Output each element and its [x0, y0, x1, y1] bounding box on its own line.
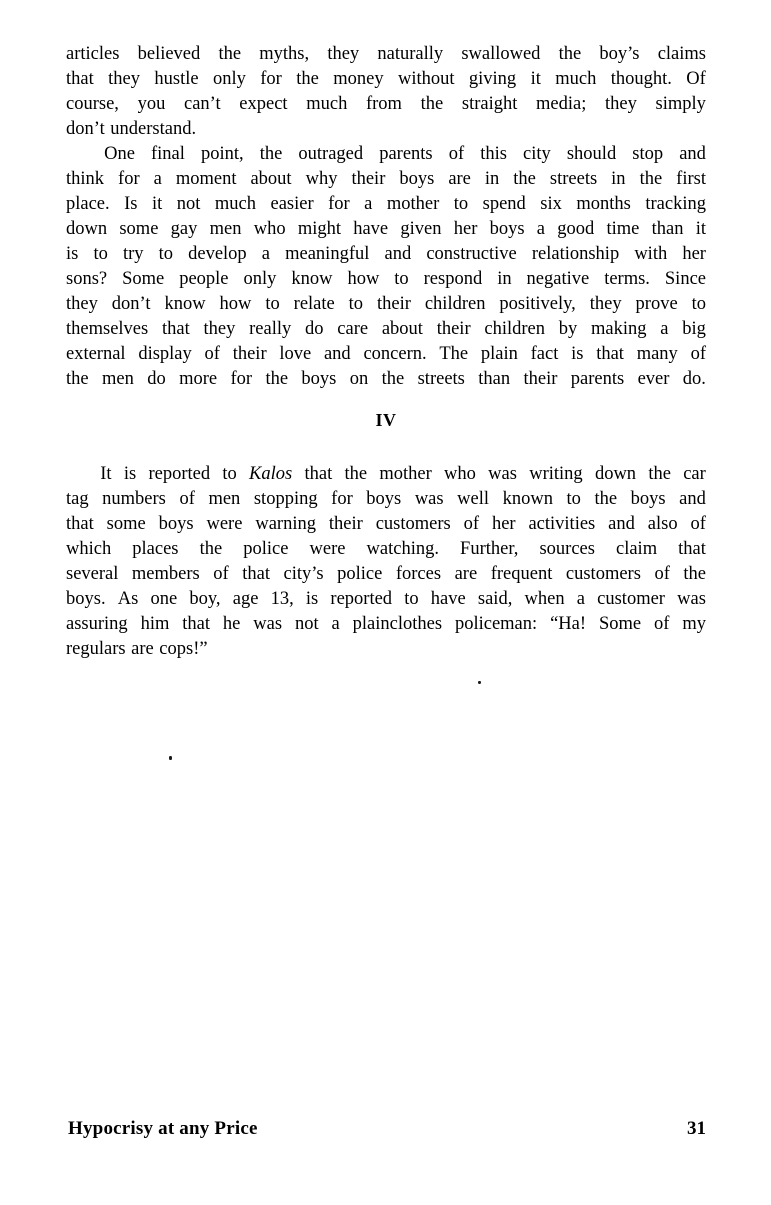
paragraph-3 — [66, 462, 706, 662]
text-line: course, you can’t expect much from the straight media; they simply — [66, 94, 706, 114]
text-line: articles believed the myths, they naturally swallowed the boy’s claims — [66, 44, 706, 64]
text-line: regulars are cops!” — [66, 639, 208, 659]
paragraph-1 — [66, 42, 706, 142]
text-line: the men do more for the boys on the streets than their parents ever do. — [66, 369, 706, 389]
first-line-indent — [66, 142, 88, 167]
text-line: don’t understand. — [66, 119, 197, 139]
text-line: think for a moment about why their boys are in the streets in the first — [66, 169, 706, 189]
text-line: tag numbers of men stopping for boys was well known to the boys and — [66, 489, 706, 509]
text-line: several members of that city’s police forces are frequent customers of the — [66, 564, 706, 584]
text-line: boys. As one boy, age 13, is reported to have said, when a customer was — [66, 589, 706, 609]
text-line: that some boys were warning their customers of her activities and also of — [66, 514, 706, 534]
page-number: 31 — [687, 1118, 706, 1139]
text-line: they don’t know how to relate to their children positively, they prove to — [66, 294, 706, 314]
text-line: which places the police were watching. Further, sources claim that — [66, 539, 706, 559]
text-line: themselves that they really do care about their children by making a big — [66, 319, 706, 339]
section-mark-iv: IV — [375, 410, 397, 430]
first-line-indent — [66, 462, 88, 487]
italic-word-kalos: Kalos — [249, 464, 293, 484]
text-line: sons? Some people only know how to respond in negative terms. Since — [66, 269, 706, 289]
text-line: that they hustle only for the money without giving it much thought. Of — [66, 69, 706, 89]
text-line: One final point, the outraged parents of this city should stop and — [66, 142, 706, 167]
text-line: down some gay men who might have given her boys a good time than it — [66, 219, 706, 239]
paragraph-2 — [66, 142, 706, 392]
text-line: assuring him that he was not a plainclothes policeman: “Ha! Some of my — [66, 614, 706, 634]
text-line: It is reported to Kalos that the mother who was writing down the car — [66, 462, 706, 487]
running-head: Hypocrisy at any Price — [68, 1118, 258, 1139]
text-line: place. Is it not much easier for a mother to spend six months tracking — [66, 194, 706, 214]
scan-speck-artifact — [478, 681, 481, 684]
text-line: external display of their love and concern. The plain fact is that many of — [66, 344, 706, 364]
scan-speck-artifact — [169, 756, 172, 760]
text-line: is to try to develop a meaningful and constructive relationship with her — [66, 244, 706, 264]
